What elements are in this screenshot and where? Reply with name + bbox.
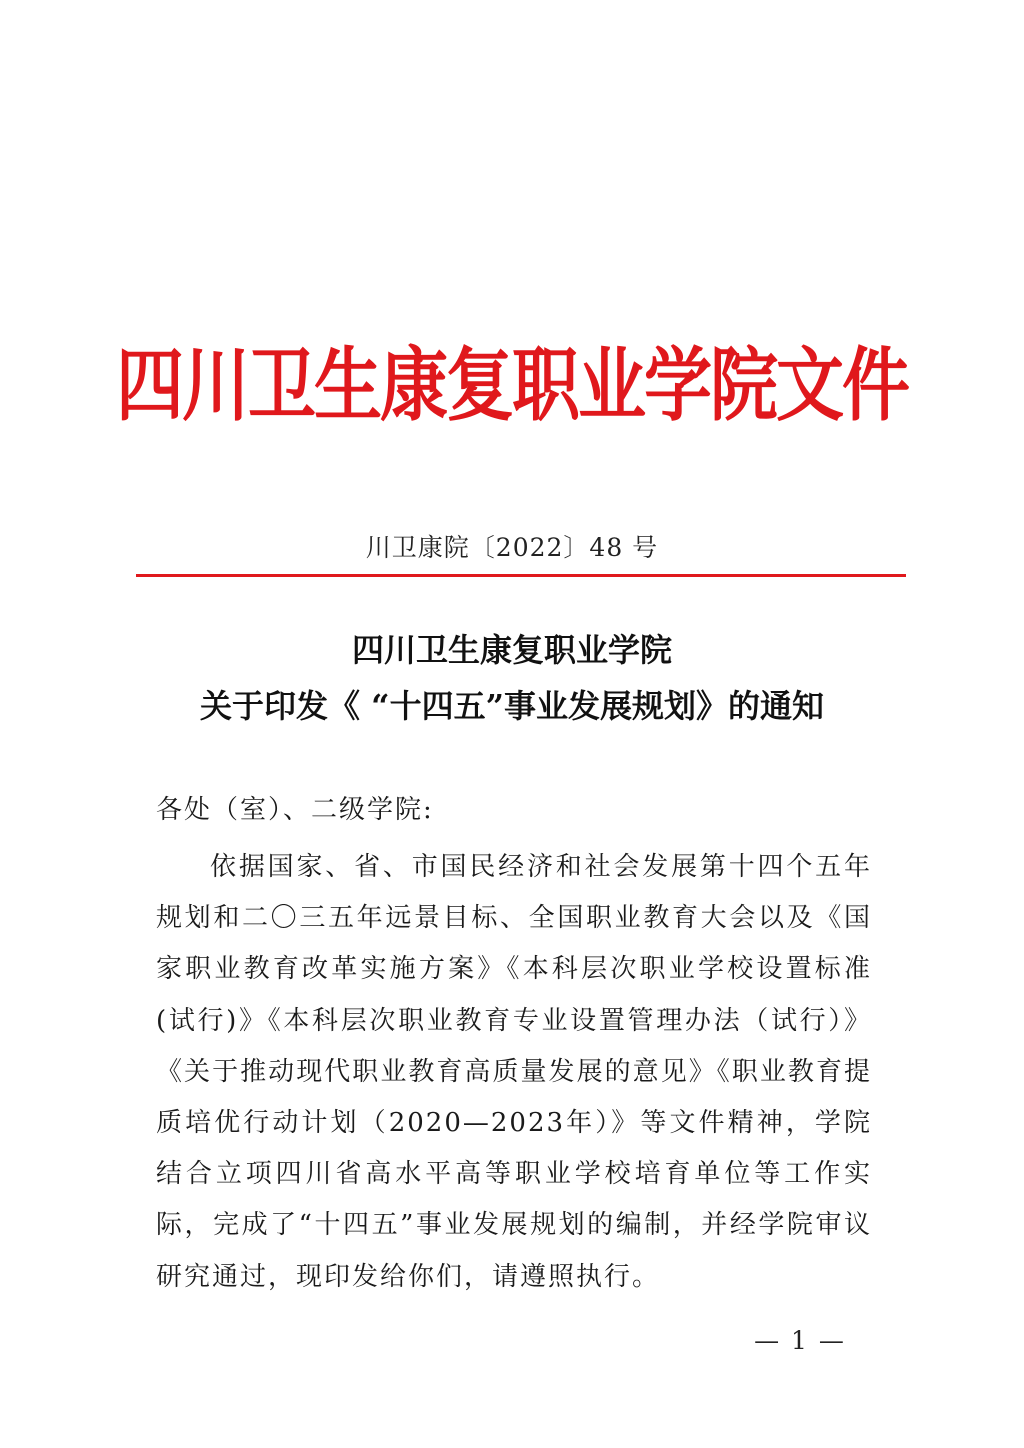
- salutation: 各处（室）、二级学院:: [156, 795, 434, 825]
- body-paragraph: 依据国家、省、市国民经济和社会发展第十四个五年规划和二〇三五年远景目标、全国职业教育大会以及《国家职业教育改革实施方案》《本科层次职业学校设置标准(试行)》《本科层次职业教育专业设置管理办法（试行）》《关于推动现代职业教育高质量发展的意见》《职业教育提质培优行动计划（2020—2023年）》等文件精神，学院结合立项四川省高水平高等职业学校培育单位等工作实际，完成了“十四五”事业发展规划的编制，并经学院审议研究通过，现印发给你们，请遵照执行。: [156, 852, 872, 1292]
- red-separator-line: [136, 574, 906, 577]
- notice-title-line-1: 四川卫生康复职业学院: [351, 631, 672, 669]
- page-number: — 1 —: [754, 1326, 846, 1355]
- issuer-masthead: 四川卫生康复职业学院文件: [115, 338, 908, 434]
- document-number: 川卫康院〔2022〕48 号: [365, 533, 659, 562]
- notice-title-line-2: 关于印发《 “十四五”事业发展规划》的通知: [200, 687, 824, 725]
